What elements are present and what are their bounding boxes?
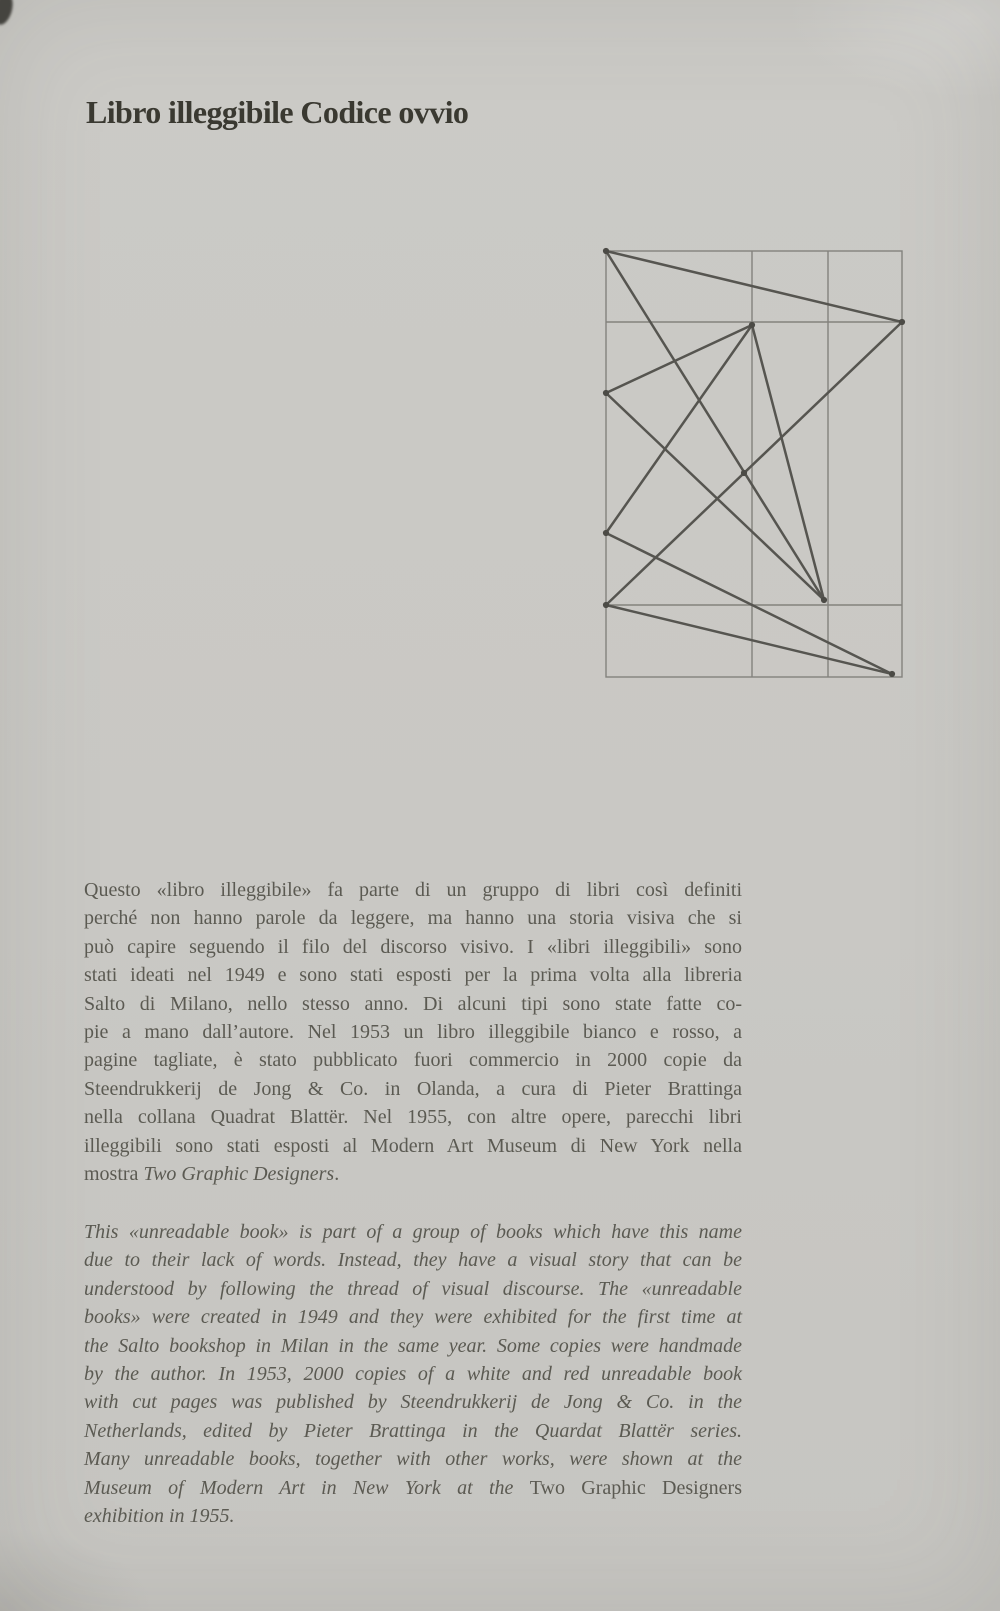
text-line: [84, 1388, 742, 1416]
diagram-node-dot: [603, 248, 609, 254]
diagram-node-dot: [749, 322, 755, 328]
text-run: This «unreadable book» is part of a group of books which have this name: [84, 1221, 742, 1243]
paragraph-italian: [84, 876, 742, 1188]
diagram-fold-line: [606, 322, 902, 605]
text-run: può capire seguendo il filo del discorso visivo. I «libri illeggibili» sono: [84, 935, 742, 958]
diagram-node-dot: [889, 671, 895, 677]
diagram-fold-line: [606, 325, 752, 533]
text-run: Questo «libro illeggibile» fa parte di un gruppo di libri così definiti: [84, 879, 742, 901]
page-title: Libro illeggibile Codice ovvio: [86, 94, 469, 131]
text-line: [84, 876, 742, 904]
text-run: Museum of Modern Art in New York at the: [84, 1476, 530, 1499]
diagram-fold-line: [606, 605, 892, 674]
text-run: by the author. In 1953, 2000 copies of a white and red unreadable book: [84, 1362, 742, 1385]
text-line: [84, 1103, 742, 1131]
paragraph-english: [84, 1218, 742, 1530]
text-run: with cut pages was published by Steendrukkerij de Jong & Co. in the: [84, 1391, 742, 1414]
diagram-fold-line: [606, 325, 752, 393]
text-run: books» were created in 1949 and they were exhibited for the first time at: [84, 1306, 742, 1329]
scan-corner-smudge: [0, 0, 16, 27]
text-line: [84, 1075, 742, 1103]
text-line: [84, 1502, 742, 1530]
text-run: perché non hanno parole da leggere, ma hanno una storia visiva che si: [84, 907, 742, 930]
diagram-fold-line: [606, 533, 892, 674]
text-line: [84, 990, 742, 1018]
text-run: the Salto bookshop in Milan in the same year. Some copies were handmade: [84, 1334, 742, 1357]
text-line: [84, 1132, 742, 1160]
text-run: pagine tagliate, è stato pubblicato fuori commercio in 2000 copie da: [84, 1049, 742, 1072]
text-run: illeggibili sono stati esposti al Modern Art Museum di New York nella: [84, 1134, 742, 1157]
text-line: [84, 1303, 742, 1331]
diagram-node-dot: [899, 319, 905, 325]
text-run: pie a mano dall’autore. Nel 1953 un libro illeggibile bianco e rosso, a: [84, 1020, 742, 1043]
diagram-node-dot: [603, 602, 609, 608]
diagram-node-dot: [741, 470, 747, 476]
emphasized-text-run: Two Graphic Designers: [143, 1162, 335, 1185]
text-run: nella collana Quadrat Blattër. Nel 1955, con altre opere, parecchi libri: [84, 1106, 742, 1129]
diagram-fold-line: [606, 251, 902, 322]
text-line: [84, 1218, 742, 1246]
text-run: Salto di Milano, nello stesso anno. Di alcuni tipi sono state fatte co-: [84, 992, 742, 1015]
diagram-fold-line: [606, 251, 824, 600]
text-run: understood by following the thread of visual discourse. The «unreadable: [84, 1277, 742, 1300]
text-line: [84, 1417, 742, 1445]
text-line: [84, 904, 742, 932]
text-run: Many unreadable books, together with other works, were shown at the: [84, 1448, 742, 1471]
text-line: [84, 1474, 742, 1502]
diagram-fold-line: [752, 325, 824, 600]
text-line: [84, 1445, 742, 1473]
text-line: [84, 1018, 742, 1046]
text-run: exhibition in 1955.: [84, 1504, 235, 1527]
text-line: [84, 1160, 742, 1188]
text-run: .: [334, 1162, 340, 1185]
text-run: due to their lack of words. Instead, they have a visual story that can be: [84, 1249, 742, 1272]
emphasized-text-run: Two Graphic Designers: [529, 1476, 742, 1499]
text-line: [84, 961, 742, 989]
text-run: stati ideati nel 1949 e sono stati esposti per la prima volta alla libreria: [84, 964, 742, 987]
text-line: [84, 933, 742, 961]
text-line: [84, 1360, 742, 1388]
diagram-node-dot: [603, 390, 609, 396]
text-line: [84, 1246, 742, 1274]
text-line: [84, 1332, 742, 1360]
text-line: [84, 1275, 742, 1303]
diagram-node-dot: [603, 530, 609, 536]
text-run: Netherlands, edited by Pieter Brattinga in the Quardat Blattër series.: [84, 1419, 742, 1442]
text-run: Steendrukkerij de Jong & Co. in Olanda, a cura di Pieter Brattinga: [84, 1077, 742, 1100]
diagram-frame: [606, 251, 902, 677]
diagram-node-dot: [821, 597, 827, 603]
text-run: mostra: [84, 1162, 144, 1185]
diagram-fold-line: [606, 393, 824, 600]
text-line: [84, 1046, 742, 1074]
